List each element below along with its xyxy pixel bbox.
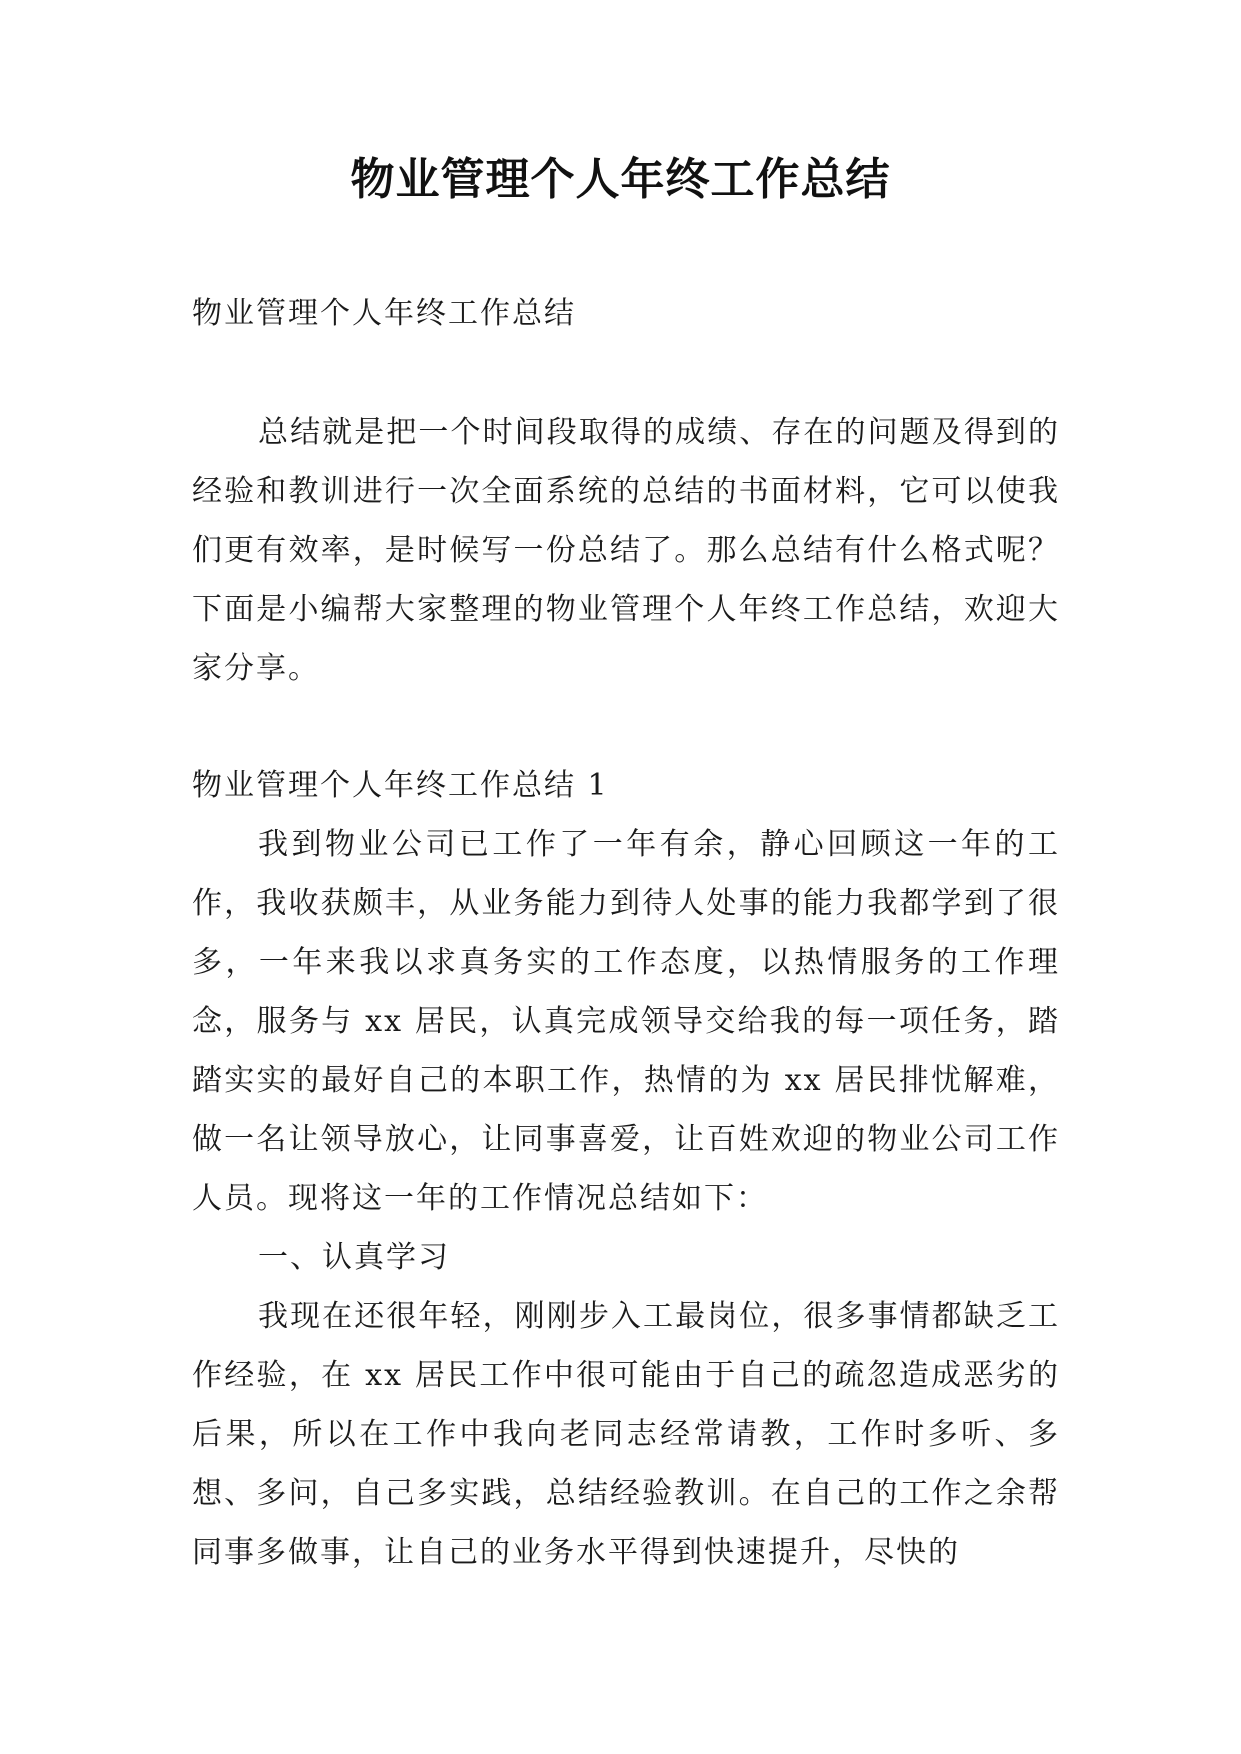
document-body <box>192 284 1060 1582</box>
point-paragraph: 我现在还很年轻，刚刚步入工最岗位，很多事情都缺乏工作经验，在 xx 居民工作中很可能由于自己的疏忽造成恶劣的后果，所以在工作中我向老同志经常请教，工作时多听、多想、多问，自己多实践，总结经验教训。在自己的工作之余帮同事多做事，让自己的业务水平得到快速提升，尽快的 <box>192 1299 1060 1570</box>
document-title: 物业管理个人年终工作总结 <box>350 154 891 205</box>
document-subtitle: 物业管理个人年终工作总结 <box>192 296 576 331</box>
intro-paragraph: 总结就是把一个时间段取得的成绩、存在的问题及得到的经验和教训进行一次全面系统的总结的书面材料，它可以使我们更有效率，是时候写一份总结了。那么总结有什么格式呢？下面是小编帮大家整理的物业管理个人年终工作总结，欢迎大家分享。 <box>192 415 1060 686</box>
section-heading: 物业管理个人年终工作总结 1 <box>192 768 609 803</box>
section-paragraph: 我到物业公司已工作了一年有余，静心回顾这一年的工作，我收获颇丰，从业务能力到待人处事的能力我都学到了很多，一年来我以求真务实的工作态度，以热情服务的工作理念，服务与 xx 居民，认真完成领导交给我的每一项任务，踏踏实实的最好自己的本职工作，热情的为 xx 居民排忧解难，做一名让领导放心，让同事喜爱，让百姓欢迎的物业公司工作人员。现将这一年的工作情况总结如下： <box>192 827 1060 1216</box>
point-heading: 一、认真学习 <box>258 1240 450 1275</box>
